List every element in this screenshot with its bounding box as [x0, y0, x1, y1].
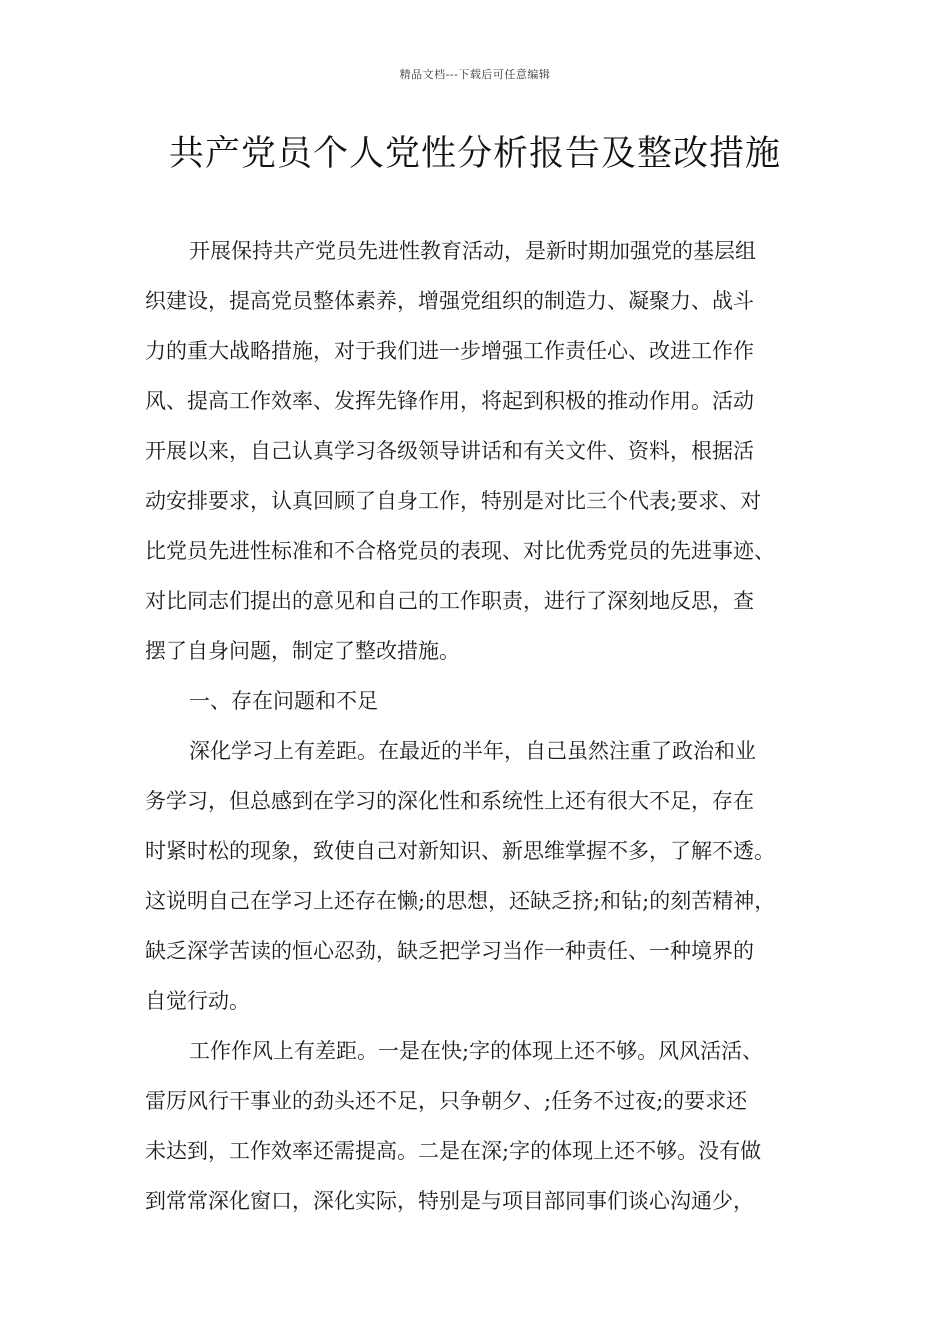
text-line: 对比同志们提出的意见和自己的工作职责，进行了深刻地反思，查 [145, 589, 754, 613]
text-line: 比党员先进性标准和不合格党员的表现、对比优秀党员的先进事迹、 [145, 539, 775, 563]
text-line: 未达到，工作效率还需提高。二是在深;字的体现上还不够。没有做 [145, 1139, 762, 1163]
text-line: 开展以来，自己认真学习各级领导讲话和有关文件、资料，根据活 [145, 439, 754, 463]
text-line: 雷厉风行干事业的劲头还不足，只争朝夕、;任务不过夜;的要求还 [145, 1089, 748, 1113]
text-line: 动安排要求，认真回顾了自身工作，特别是对比三个代表;要求、对 [145, 489, 762, 513]
text-line: 织建设，提高党员整体素养，增强党组织的制造力、凝聚力、战斗 [145, 289, 754, 313]
section-heading: 一、存在问题和不足 [189, 689, 378, 713]
text-line: 深化学习上有差距。在最近的半年，自己虽然注重了政治和业 [189, 739, 756, 763]
text-line: 力的重大战略措施，对于我们进一步增强工作责任心、改进工作作 [145, 339, 754, 363]
text-line: 这说明自己在学习上还存在懒;的思想，还缺乏挤;和钻;的刻苦精神， [145, 889, 776, 913]
text-line: 摆了自身问题，制定了整改措施。 [145, 639, 460, 663]
text-line: 务学习，但总感到在学习的深化性和系统性上还有很大不足，存在 [145, 789, 754, 813]
text-line: 工作作风上有差距。一是在快;字的体现上还不够。风风活活、 [189, 1039, 764, 1063]
text-line: 到常常深化窗口，深化实际，特别是与项目部同事们谈心沟通少， [145, 1189, 754, 1213]
text-line: 开展保持共产党员先进性教育活动，是新时期加强党的基层组 [189, 239, 756, 263]
document-title: 共产党员个人党性分析报告及整改措施 [168, 134, 781, 174]
header-note: 精品文档---下载后可任意编辑 [399, 68, 551, 81]
text-line: 时紧时松的现象，致使自己对新知识、新思维掌握不多，了解不透。 [145, 839, 775, 863]
text-line: 缺乏深学苦读的恒心忍劲，缺乏把学习当作一种责任、一种境界的 [145, 939, 754, 963]
text-line: 风、提高工作效率、发挥先锋作用，将起到积极的推动作用。活动 [145, 389, 754, 413]
document-body [145, 226, 825, 1226]
text-line: 自觉行动。 [145, 989, 250, 1013]
